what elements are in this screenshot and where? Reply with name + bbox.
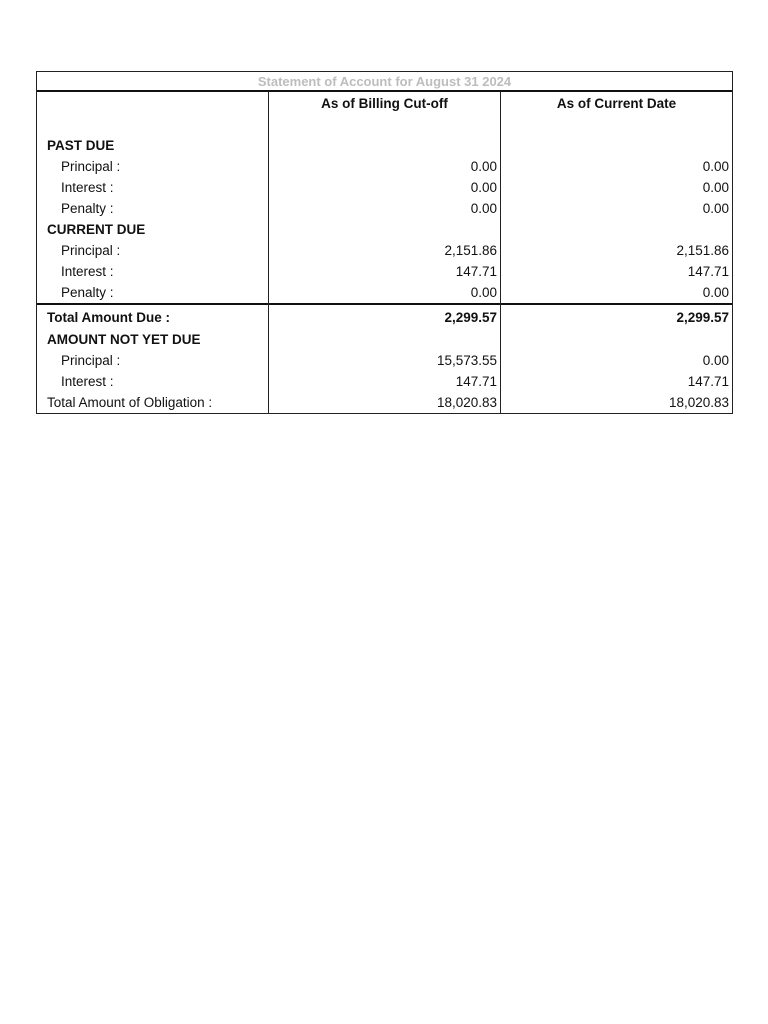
billing-value: 2,151.86 — [444, 243, 497, 258]
current-value: 147.71 — [687, 374, 729, 389]
current-value — [501, 219, 732, 240]
current-rows — [501, 114, 732, 413]
current-value: 0.00 — [702, 159, 729, 174]
current-value: 18,020.83 — [668, 395, 729, 410]
label-cell: Principal : — [61, 353, 121, 368]
billing-value — [269, 114, 500, 135]
billing-value — [269, 219, 500, 240]
label-cell: Total Amount of Obligation : — [47, 395, 213, 410]
label-cell: Principal : — [61, 243, 121, 258]
billing-value: 147.71 — [455, 264, 497, 279]
current-value: 2,299.57 — [501, 303, 732, 329]
billing-value — [269, 135, 500, 156]
label-column — [37, 92, 269, 413]
statement-title: Statement of Account for August 31 2024 — [37, 72, 732, 92]
label-cell: Penalty : — [61, 285, 114, 300]
label-cell: Principal : — [61, 159, 121, 174]
billing-rows — [269, 114, 500, 413]
label-cell: Penalty : — [61, 201, 114, 216]
billing-value: 0.00 — [470, 285, 497, 300]
current-value: 0.00 — [702, 201, 729, 216]
label-rows — [37, 114, 268, 413]
current-value: 0.00 — [702, 353, 729, 368]
billing-value: 0.00 — [470, 180, 497, 195]
current-value — [501, 135, 732, 156]
label-cell: AMOUNT NOT YET DUE — [47, 332, 201, 347]
current-value — [501, 114, 732, 135]
label-cell: Interest : — [61, 264, 114, 279]
statement-table — [36, 71, 733, 414]
label-column-header — [37, 92, 268, 114]
billing-value: 2,299.57 — [269, 303, 500, 329]
billing-value: 18,020.83 — [436, 395, 497, 410]
label-cell: CURRENT DUE — [47, 222, 146, 237]
current-column — [501, 92, 732, 413]
current-value — [501, 329, 732, 350]
current-value: 0.00 — [702, 180, 729, 195]
label-cell: Interest : — [61, 374, 114, 389]
label-cell: PAST DUE — [47, 138, 115, 153]
label-cell — [37, 114, 268, 135]
billing-value: 147.71 — [455, 374, 497, 389]
billing-value — [269, 329, 500, 350]
billing-value: 0.00 — [470, 201, 497, 216]
statement-body — [37, 92, 732, 413]
billing-value: 0.00 — [470, 159, 497, 174]
current-value: 147.71 — [687, 264, 729, 279]
current-value: 0.00 — [702, 285, 729, 300]
label-cell: Interest : — [61, 180, 114, 195]
label-cell: Total Amount Due : — [37, 303, 268, 329]
billing-value: 15,573.55 — [436, 353, 497, 368]
current-value: 2,151.86 — [676, 243, 729, 258]
current-column-header: As of Current Date — [556, 96, 677, 111]
billing-column — [269, 92, 501, 413]
billing-column-header: As of Billing Cut-off — [321, 96, 448, 111]
